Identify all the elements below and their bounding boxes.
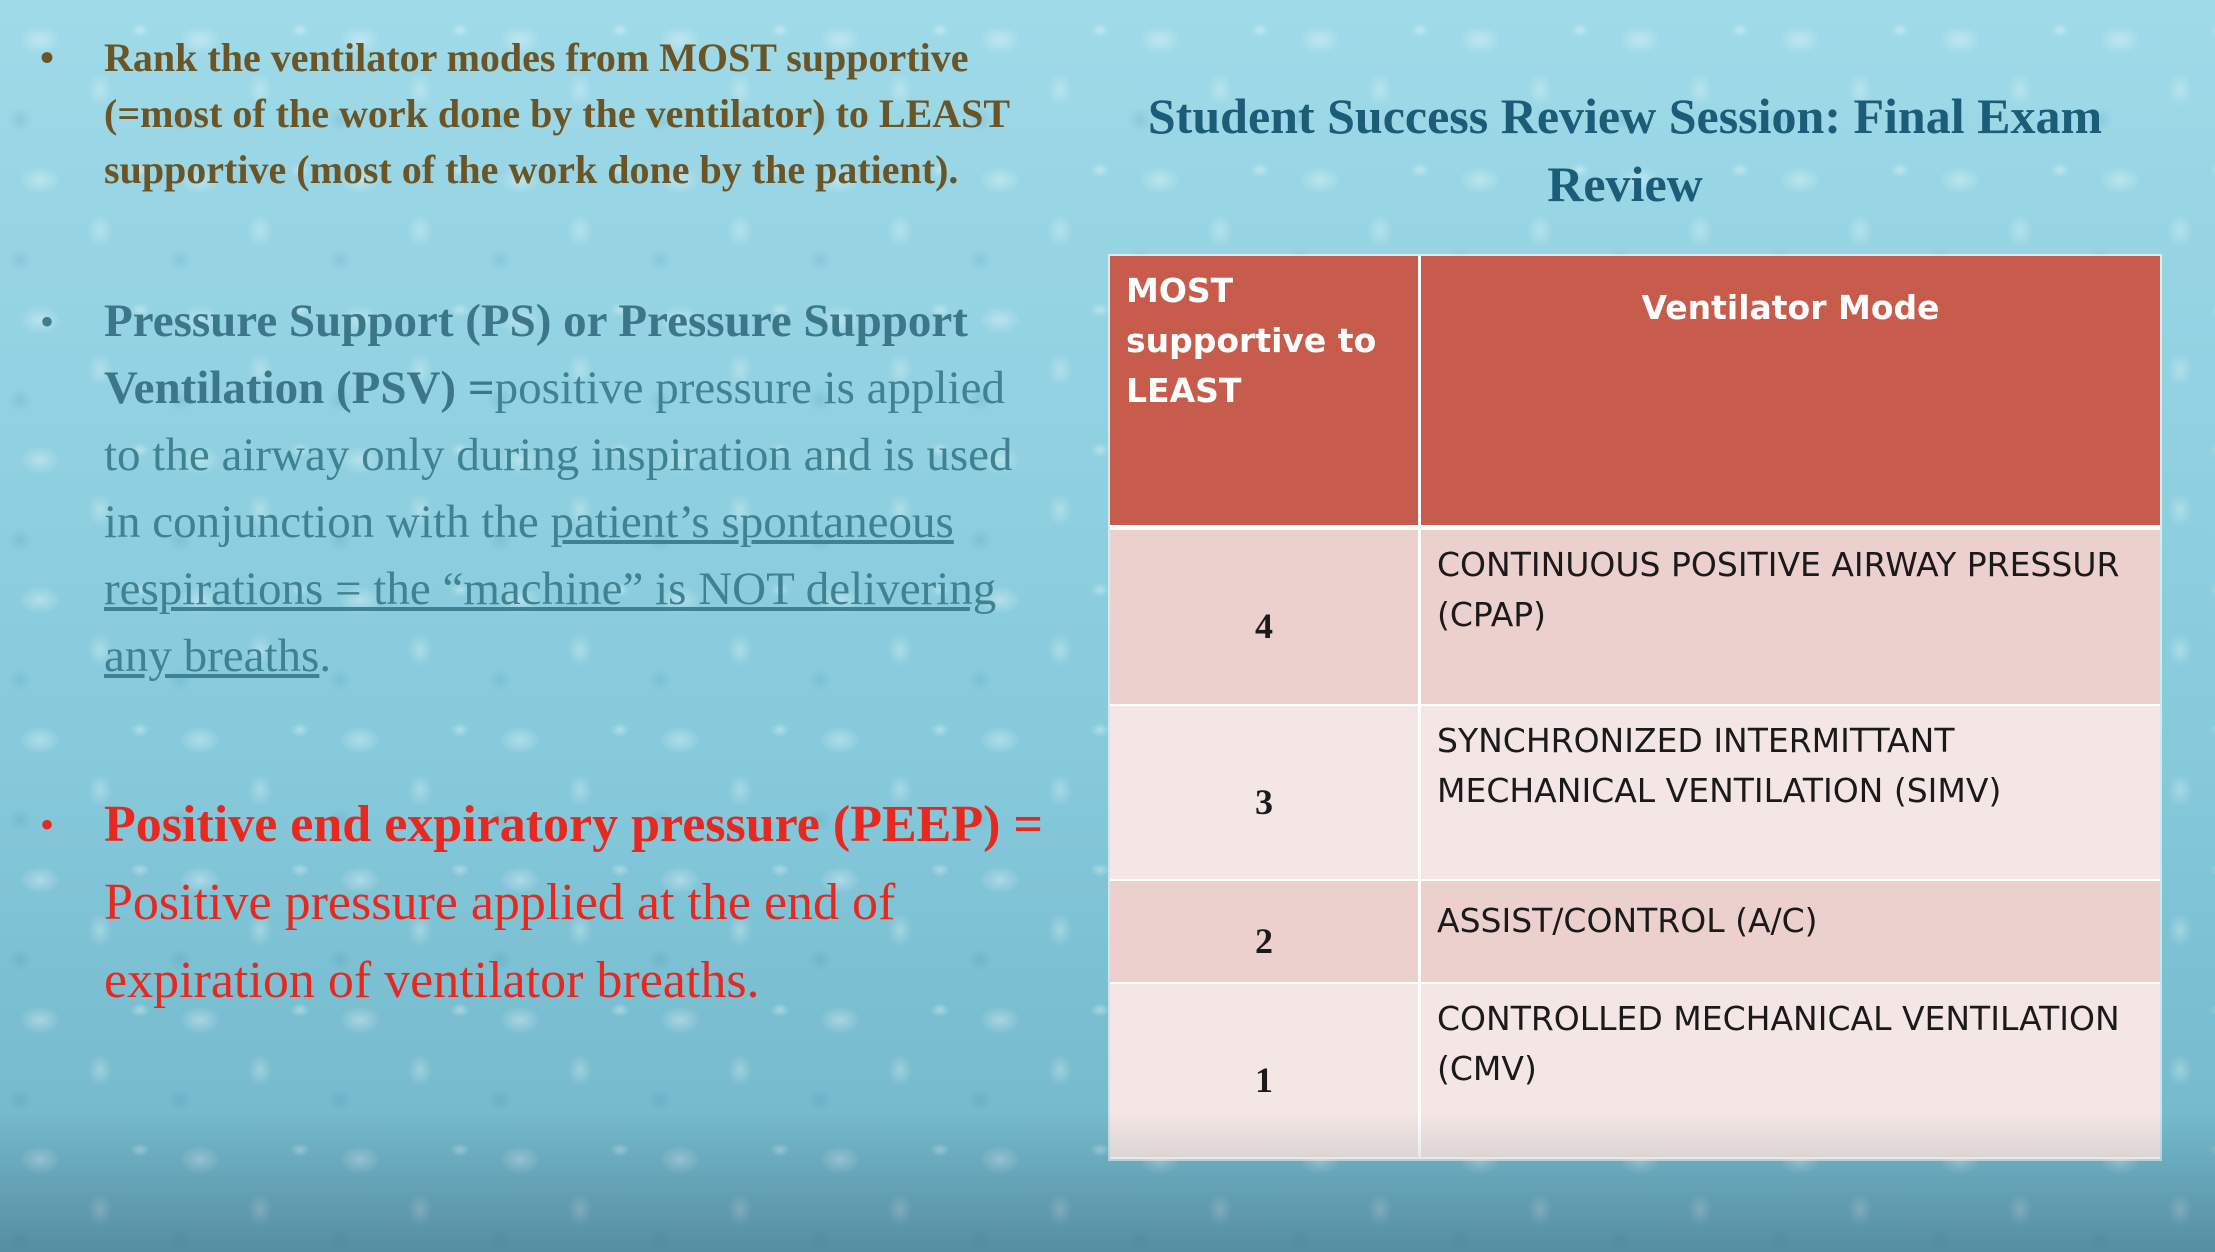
ventilator-table: [1110, 256, 2160, 1159]
rank-cell: 3: [1110, 705, 1420, 880]
rank-cell: 1: [1110, 983, 1420, 1158]
mode-cell: ASSIST/CONTROL (A/C): [1420, 880, 2161, 983]
bullet-dot-icon: •: [40, 35, 55, 80]
mode-cell: CONTROLLED MECHANICAL VENTILATION (CMV): [1420, 983, 2161, 1158]
header-rank: MOST supportive to LEAST: [1110, 256, 1420, 528]
rank-cell: 2: [1110, 880, 1420, 983]
rank-instruction-text: Rank the ventilator modes from MOST supportive (=most of the work done by the ventilator) to LEAST supportive (most of the work done by the patient).: [104, 35, 1010, 192]
bullet-dot-icon: •: [40, 802, 55, 847]
mode-cell: SYNCHRONIZED INTERMITTANT MECHANICAL VENTILATION (SIMV): [1420, 705, 2161, 880]
peep-description: Positive pressure applied at the end of expiration of ventilator breaths.: [104, 874, 896, 1009]
bullet-rank-instruction: [40, 30, 1050, 198]
table-row: [1110, 880, 2160, 983]
bullet-list: [40, 30, 1050, 1020]
ps-description: positive pressure is applied to the airway only during inspiration and is used in conjunction with the: [104, 362, 1013, 548]
mode-cell: CONTINUOUS POSITIVE AIRWAY PRESSUR (CPAP): [1420, 528, 2161, 705]
ps-description-underlined: patient’s spontaneous respirations = the “machine” is NOT delivering any breaths: [104, 496, 997, 682]
ps-term: Pressure Support (PS) or Pressure Support Ventilation (PSV) =: [104, 295, 968, 414]
table-row: [1110, 528, 2160, 705]
table-header-row: [1110, 256, 2160, 528]
bullet-peep: [40, 786, 1050, 1020]
bullet-dot-icon: •: [40, 299, 55, 344]
ventilator-mode-table: [1110, 256, 2160, 1159]
rank-cell: 4: [1110, 528, 1420, 705]
ps-description-end: .: [319, 630, 332, 682]
header-mode: Ventilator Mode: [1420, 256, 2161, 528]
slide-title: Student Success Review Session: Final Exam Review: [1147, 88, 2103, 212]
bullet-pressure-support: [40, 288, 1050, 690]
table-row: [1110, 705, 2160, 880]
peep-term: Positive end expiratory pressure (PEEP) =: [104, 796, 1044, 853]
table-row: [1110, 983, 2160, 1158]
